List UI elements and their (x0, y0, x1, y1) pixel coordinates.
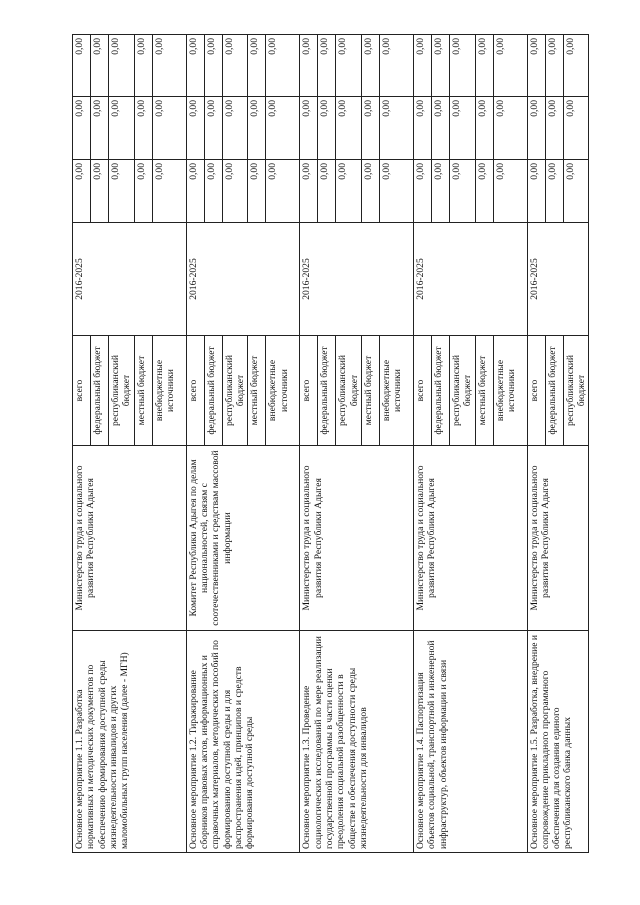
funding-source-cell: всего (413, 336, 431, 446)
amount-cell: 0,00 (527, 97, 545, 160)
amount-cell: 0,00 (109, 35, 135, 97)
executor-cell: Комитет Республики Адыгея по делам национальностей, связям с соотечественниками и средствам массовой информации (186, 446, 300, 631)
funding-source-cell: внебюджетные источники (379, 336, 413, 446)
amount-cell: 0,00 (563, 160, 589, 223)
amount-cell: 0,00 (300, 35, 318, 97)
funding-source-cell: внебюджетные источники (266, 336, 300, 446)
amount-cell: 0,00 (134, 97, 152, 160)
amount-cell: 0,00 (361, 160, 379, 223)
amount-cell: 0,00 (73, 97, 91, 160)
funding-source-cell: внебюджетные источники (493, 336, 527, 446)
amount-cell: 0,00 (379, 35, 413, 97)
amount-cell: 0,00 (379, 160, 413, 223)
amount-cell: 0,00 (91, 35, 109, 97)
amount-cell: 0,00 (266, 160, 300, 223)
amount-cell: 0,00 (449, 160, 475, 223)
amount-cell: 0,00 (336, 160, 362, 223)
executor-cell: Министерство труда и социального развития Республики Адыгея (300, 446, 414, 631)
funding-source-cell: всего (186, 336, 204, 446)
funding-source-cell: местный бюджет (248, 336, 266, 446)
funding-source-cell: федеральный бюджет (204, 336, 222, 446)
funding-source-cell: местный бюджет (134, 336, 152, 446)
amount-cell: 0,00 (361, 35, 379, 97)
funding-source-cell: всего (73, 336, 91, 446)
amount-cell: 0,00 (545, 160, 563, 223)
amount-cell: 0,00 (152, 35, 186, 97)
amount-cell: 0,00 (73, 35, 91, 97)
amount-cell: 0,00 (266, 97, 300, 160)
amount-cell: 0,00 (563, 35, 589, 97)
amount-cell: 0,00 (431, 160, 449, 223)
amount-cell: 0,00 (449, 35, 475, 97)
funding-source-cell: всего (300, 336, 318, 446)
amount-cell: 0,00 (475, 97, 493, 160)
amount-cell: 0,00 (204, 160, 222, 223)
amount-cell: 0,00 (336, 97, 362, 160)
table-row (300, 35, 318, 853)
amount-cell: 0,00 (361, 97, 379, 160)
activity-cell: Основное мероприятие 1.2. Тиражирование сборников правовых актов, информационных и справочных материалов, методических пособий по формированию доступной среды и для распространения идей, принципов и средств формирования доступной среды (186, 631, 300, 853)
table-row (73, 35, 91, 853)
amount-cell: 0,00 (152, 97, 186, 160)
amount-cell: 0,00 (91, 160, 109, 223)
amount-cell: 0,00 (248, 160, 266, 223)
amount-cell: 0,00 (266, 35, 300, 97)
amount-cell: 0,00 (413, 35, 431, 97)
funding-source-cell: местный бюджет (361, 336, 379, 446)
amount-cell: 0,00 (186, 35, 204, 97)
amount-cell: 0,00 (431, 97, 449, 160)
amount-cell: 0,00 (152, 160, 186, 223)
amount-cell: 0,00 (545, 35, 563, 97)
amount-cell: 0,00 (73, 160, 91, 223)
amount-cell: 0,00 (91, 97, 109, 160)
funding-source-cell: республиканский бюджет (222, 336, 248, 446)
funding-source-cell: республиканский бюджет (336, 336, 362, 446)
amount-cell: 0,00 (493, 160, 527, 223)
period-cell: 2016-2025 (186, 223, 300, 336)
amount-cell: 0,00 (109, 97, 135, 160)
executor-cell: Министерство труда и социального развития Республики Адыгея (73, 446, 187, 631)
table-row (527, 35, 545, 853)
amount-cell: 0,00 (186, 160, 204, 223)
executor-cell: Министерство труда и социального развития Республики Адыгея (527, 446, 589, 631)
amount-cell: 0,00 (413, 97, 431, 160)
amount-cell: 0,00 (222, 35, 248, 97)
amount-cell: 0,00 (222, 160, 248, 223)
amount-cell: 0,00 (186, 97, 204, 160)
amount-cell: 0,00 (493, 35, 527, 97)
funding-source-cell: местный бюджет (475, 336, 493, 446)
period-cell: 2016-2025 (413, 223, 527, 336)
amount-cell: 0,00 (318, 35, 336, 97)
activity-cell: Основное мероприятие 1.1. Разработка нормативных и методических документов по обеспечению формирования доступной среды жизнедеятельности инвалидов и других маломобильных групп населения (далее - МГН) (73, 631, 187, 853)
amount-cell: 0,00 (204, 97, 222, 160)
funding-source-cell: внебюджетные источники (152, 336, 186, 446)
amount-cell: 0,00 (475, 35, 493, 97)
period-cell: 2016-2025 (300, 223, 414, 336)
amount-cell: 0,00 (109, 160, 135, 223)
funding-source-cell: республиканский бюджет (109, 336, 135, 446)
table-body (73, 35, 589, 853)
amount-cell: 0,00 (475, 160, 493, 223)
funding-source-cell: республиканский бюджет (449, 336, 475, 446)
table-row (186, 35, 204, 853)
funding-source-cell: федеральный бюджет (545, 336, 563, 446)
amount-cell: 0,00 (449, 97, 475, 160)
table-row (413, 35, 431, 853)
amount-cell: 0,00 (300, 97, 318, 160)
funding-source-cell: федеральный бюджет (431, 336, 449, 446)
amount-cell: 0,00 (493, 97, 527, 160)
amount-cell: 0,00 (527, 35, 545, 97)
amount-cell: 0,00 (336, 35, 362, 97)
amount-cell: 0,00 (318, 97, 336, 160)
amount-cell: 0,00 (248, 97, 266, 160)
activity-cell: Основное мероприятие 1.5. Разработка, внедрение и сопровождение прикладного программного обеспечения для создания единого республиканского банка данных (527, 631, 589, 853)
amount-cell: 0,00 (248, 35, 266, 97)
amount-cell: 0,00 (204, 35, 222, 97)
activity-cell: Основное мероприятие 1.4. Паспортизация объектов социальной, транспортной и инженерной инфраструктур, объектов информации и связи (413, 631, 527, 853)
amount-cell: 0,00 (222, 97, 248, 160)
amount-cell: 0,00 (563, 97, 589, 160)
funding-source-cell: федеральный бюджет (318, 336, 336, 446)
amount-cell: 0,00 (379, 97, 413, 160)
funding-source-cell: республиканский бюджет (563, 336, 589, 446)
period-cell: 2016-2025 (73, 223, 187, 336)
funding-table (72, 34, 589, 853)
amount-cell: 0,00 (527, 160, 545, 223)
funding-source-cell: всего (527, 336, 545, 446)
amount-cell: 0,00 (134, 160, 152, 223)
funding-source-cell: федеральный бюджет (91, 336, 109, 446)
amount-cell: 0,00 (431, 35, 449, 97)
activity-cell: Основное мероприятие 1.3. Проведение социологических исследований по мере реализации государственной программы в части оценки преодоления социальной разобщенности в обществе и обеспечения доступности среды жизнедеятельности для инвалидов (300, 631, 414, 853)
amount-cell: 0,00 (134, 35, 152, 97)
amount-cell: 0,00 (545, 97, 563, 160)
executor-cell: Министерство труда и социального развития Республики Адыгея (413, 446, 527, 631)
period-cell: 2016-2025 (527, 223, 589, 336)
amount-cell: 0,00 (413, 160, 431, 223)
amount-cell: 0,00 (318, 160, 336, 223)
amount-cell: 0,00 (300, 160, 318, 223)
